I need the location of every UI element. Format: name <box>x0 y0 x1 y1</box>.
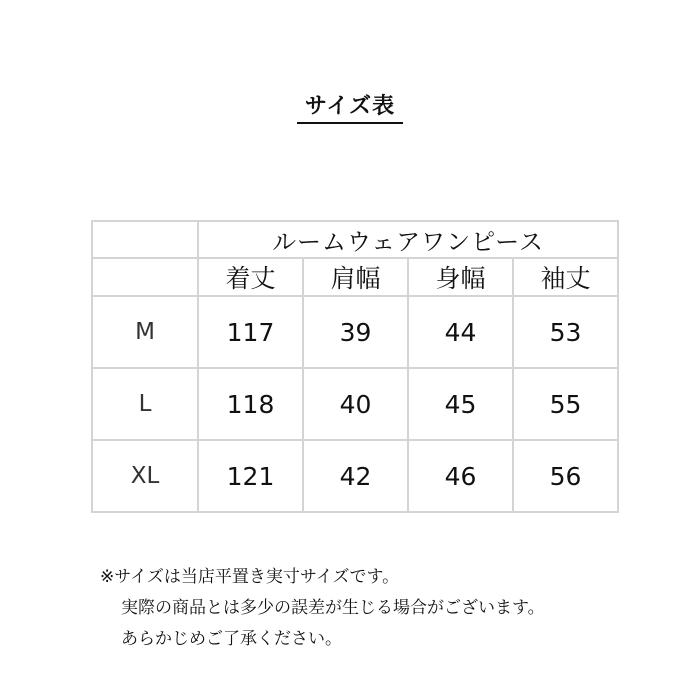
size-label: L <box>92 368 198 440</box>
table-cell: 121 <box>198 440 303 512</box>
page-title <box>0 94 700 124</box>
table-cell: 117 <box>198 296 303 368</box>
table-cell: 55 <box>513 368 618 440</box>
table-row <box>92 440 618 512</box>
note-line-3: あらかじめご了承ください。 <box>121 629 342 649</box>
column-header-length: 着丈 <box>198 258 303 296</box>
page-title-text: サイズ表 <box>297 94 403 124</box>
note-line-2: 実際の商品とは多少の誤差が生じる場合がございます。 <box>121 598 545 618</box>
column-header-sleeve: 袖丈 <box>513 258 618 296</box>
size-label: XL <box>92 440 198 512</box>
table-cell: 42 <box>303 440 408 512</box>
size-table <box>91 220 619 513</box>
product-header-row <box>92 221 618 258</box>
table-cell: 53 <box>513 296 618 368</box>
table-cell: 56 <box>513 440 618 512</box>
table-cell: 39 <box>303 296 408 368</box>
column-header-width: 身幅 <box>408 258 513 296</box>
size-label: M <box>92 296 198 368</box>
table-cell: 40 <box>303 368 408 440</box>
corner-cell <box>92 221 198 258</box>
table-cell: 45 <box>408 368 513 440</box>
table-row <box>92 296 618 368</box>
product-name: ルームウェアワンピース <box>198 221 618 258</box>
table-cell: 46 <box>408 440 513 512</box>
corner-cell-2 <box>92 258 198 296</box>
column-header-row <box>92 258 618 296</box>
table-cell: 44 <box>408 296 513 368</box>
note-line-1: ※サイズは当店平置き実寸サイズです。 <box>100 567 400 587</box>
table-row <box>92 368 618 440</box>
column-header-shoulder: 肩幅 <box>303 258 408 296</box>
table-cell: 118 <box>198 368 303 440</box>
